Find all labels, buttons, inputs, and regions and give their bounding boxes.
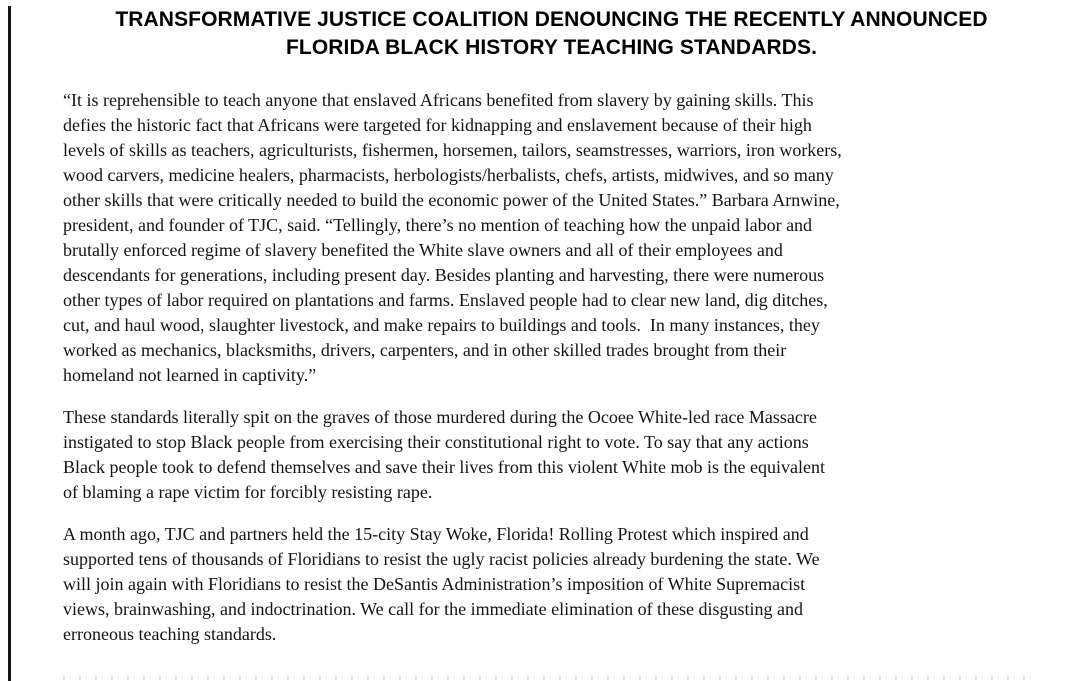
paragraph-line: “It is reprehensible to teach anyone that enslaved Africans benefited from slavery by gaining skills. This: [63, 90, 814, 110]
page-left-border: [8, 6, 11, 681]
document-title-line-1: TRANSFORMATIVE JUSTICE COALITION DENOUNCING THE RECENTLY ANNOUNCED: [115, 8, 988, 31]
clipped-next-line-artifact: [63, 676, 1034, 680]
paragraph-line: Black people took to defend themselves and save their lives from this violent White mob is the equivalent: [63, 457, 825, 477]
document-body: [63, 88, 1060, 647]
document-page: [0, 6, 1080, 681]
paragraph-line: brutally enforced regime of slavery benefited the White slave owners and all of their employees and: [63, 240, 783, 260]
paragraph-line: levels of skills as teachers, agriculturists, fishermen, horsemen, tailors, seamstresses, warriors, iron workers,: [63, 140, 842, 160]
document-title-line-2: FLORIDA BLACK HISTORY TEACHING STANDARDS.: [285, 36, 818, 59]
paragraph-line: president, and founder of TJC, said. “Tellingly, there’s no mention of teaching how the unpaid labor and: [63, 215, 813, 235]
paragraph: [63, 522, 1060, 647]
paragraph-line: These standards literally spit on the graves of those murdered during the Ocoee White-led race Massacre: [63, 407, 817, 427]
paragraph-line: defies the historic fact that Africans were targeted for kidnapping and enslavement because of their high: [63, 115, 812, 135]
paragraph-line: homeland not learned in captivity.”: [63, 365, 317, 385]
paragraph-line: wood carvers, medicine healers, pharmacists, herbologists/herbalists, chefs, artists, midwives, and so many: [63, 165, 834, 185]
document-title: [63, 6, 1040, 62]
paragraph-line: views, brainwashing, and indoctrination. We call for the immediate elimination of these disgusting and: [63, 599, 804, 619]
paragraph-line: erroneous teaching standards.: [63, 624, 277, 644]
paragraph-line: will join again with Floridians to resist the DeSantis Administration’s imposition of White Supremacist: [63, 574, 806, 594]
paragraph: [63, 88, 1060, 388]
paragraph-line: instigated to stop Black people from exercising their constitutional right to vote. To say that any actions: [63, 432, 809, 452]
paragraph-line: other types of labor required on plantations and farms. Enslaved people had to clear new land, dig ditches,: [63, 290, 828, 310]
paragraph-line: descendants for generations, including present day. Besides planting and harvesting, there were numerous: [63, 265, 825, 285]
paragraph-line: other skills that were critically needed to build the economic power of the United States.” Barbara Arnwine,: [63, 190, 840, 210]
paragraph: [63, 405, 1060, 505]
paragraph-line: worked as mechanics, blacksmiths, drivers, carpenters, and in other skilled trades brought from their: [63, 340, 787, 360]
paragraph-line: of blaming a rape victim for forcibly resisting rape.: [63, 482, 433, 502]
paragraph-line: A month ago, TJC and partners held the 15-city Stay Woke, Florida! Rolling Protest which inspired and: [63, 524, 809, 544]
paragraph-line: supported tens of thousands of Floridians to resist the ugly racist policies already burdening the state. We: [63, 549, 820, 569]
paragraph-line: cut, and haul wood, slaughter livestock, and make repairs to buildings and tools. In many instances, they: [63, 315, 820, 335]
